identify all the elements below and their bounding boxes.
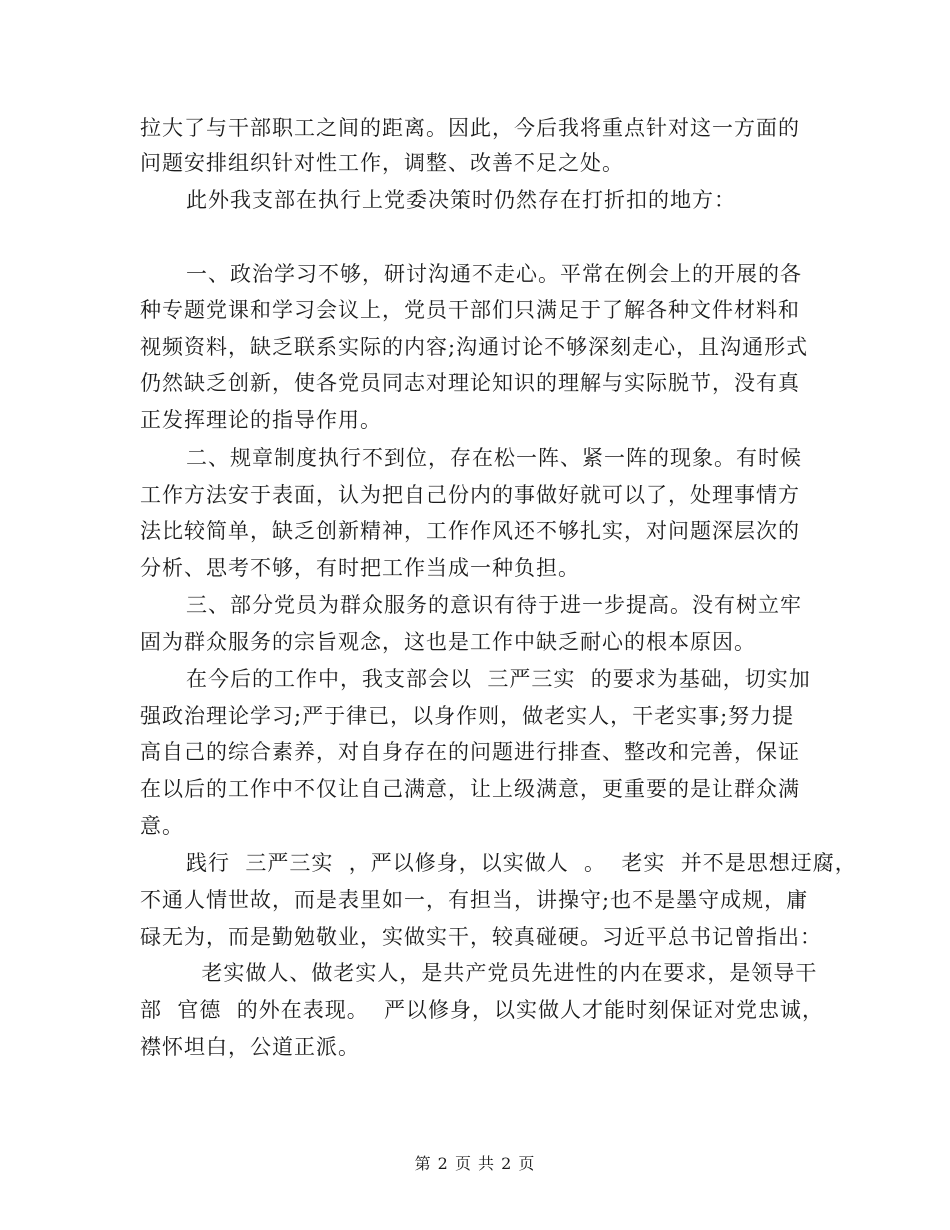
text-line: 老实做人、做老实人，是共产党员先进性的内在要求，是领导干 [186,961,818,985]
text-line: 意。 [140,814,184,838]
text-line: 三、部分党员为群众服务的意识有待于进一步提高。没有树立牢 [186,593,802,617]
text-line: 碌无为，而是勤勉敬业，实做实干，较真碰硬。习近平总书记曾指出： [140,925,822,949]
text-line: 一、政治学习不够，研讨沟通不走心。平常在例会上的开展的各 [186,262,802,286]
text-line: 仍然缺乏创新，使各党员同志对理论知识的理解与实际脱节，没有真 [140,371,800,395]
text-line: 此外我支部在执行上党委决策时仍然存在打折扣的地方： [186,188,736,212]
text-line: 不通人情世故，而是表里如一，有担当，讲操守;也不是墨守成规，庸 [140,888,809,912]
text-line: 强政治理论学习;严于律已，以身作则，做老实人，干老实事;努力提 [140,704,795,728]
text-line: 法比较简单，缺乏创新精神，工作作风还不够扎实，对问题深层次的 [140,519,800,543]
text-line: 分析、思考不够，有时把工作当成一种负担。 [140,556,580,580]
text-line: 正发挥理论的指导作用。 [140,408,382,432]
text-line: 种专题党课和学习会议上，党员干部们只满足于了解各种文件材料和 [140,298,800,322]
text-line: 在今后的工作中，我支部会以 三严三实 的要求为基础，切实加 [186,667,811,691]
text-line: 固为群众服务的宗旨观念，这也是工作中缺乏耐心的根本原因。 [140,630,756,654]
text-line: 践行 三严三实 ，严以修身，以实做人 。 老实 并不是思想迂腐， [186,851,857,875]
text-line: 二、规章制度执行不到位，存在松一阵、紧一阵的现象。有时候 [186,446,802,470]
text-line: 视频资料，缺乏联系实际的内容;沟通讨论不够深刻走心，且沟通形式 [140,335,809,359]
text-line: 工作方法安于表面，认为把自己份内的事做好就可以了，处理事情方 [140,483,800,507]
text-line: 拉大了与干部职工之间的距离。因此，今后我将重点针对这一方面的 [140,116,800,140]
text-line: 部 官德 的外在表现。 严以修身，以实做人才能时刻保证对党忠诚， [140,998,825,1022]
page-number-footer: 第 2 页 共 2 页 [414,1154,536,1173]
text-line: 高自己的综合素养，对自身存在的问题进行排查、整改和完善，保证 [140,740,800,764]
text-line: 问题安排组织针对性工作，调整、改善不足之处。 [140,151,624,175]
text-line: 在以后的工作中不仅让自己满意，让上级满意，更重要的是让群众满 [140,777,800,801]
text-line: 襟怀坦白，公道正派。 [140,1035,360,1059]
